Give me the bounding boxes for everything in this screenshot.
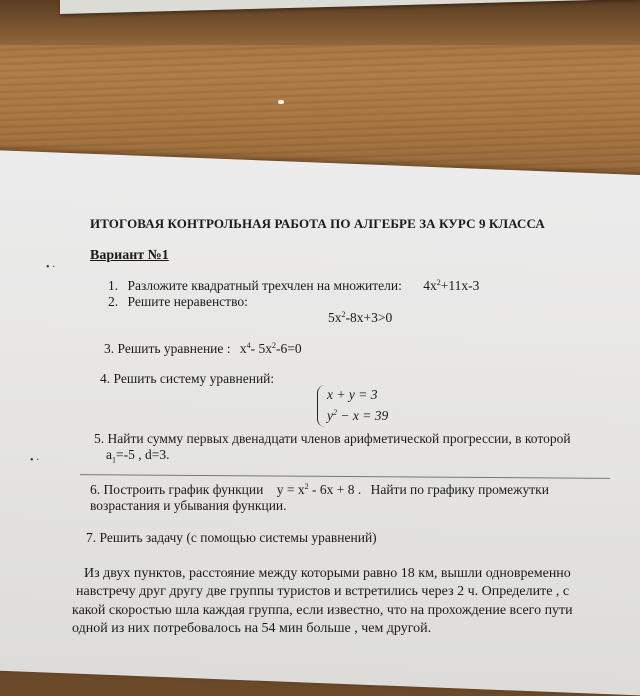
task-2 xyxy=(108,294,248,310)
task-1-number: 1. xyxy=(108,278,119,293)
system-brace xyxy=(317,385,325,427)
page-title: ИТОГОВАЯ КОНТРОЛЬНАЯ РАБОТА ПО АЛГЕБРЕ ЗА КУРС 9 КЛАССА xyxy=(90,216,545,231)
task-2-expression: $5x^2-8x+3>0$ xyxy=(328,310,393,325)
task-5-condition: $a_1=-5$ , d=3. xyxy=(106,447,170,465)
task-1-text: Разложите квадратный трехчлен на множители: xyxy=(127,278,402,293)
task-4-equation-2: $y^2 - x = 39$ xyxy=(327,408,389,423)
task-6: 6. Построить график функции $y = x^2 - 6x + 8$ . Найти по графику промежутки xyxy=(90,482,549,497)
pen-dots-2: • · xyxy=(30,455,40,466)
task-5: 5. Найти сумму первых двенадцати членов арифметической прогрессии, в которой xyxy=(94,431,571,446)
task-1-expression: $4x^2+11x-3$ xyxy=(423,278,480,293)
divider-line xyxy=(80,474,610,479)
task-6-function: $y = x^2 - 6x + 8$ . xyxy=(276,482,362,497)
task-2-number: 2. xyxy=(108,294,119,309)
task-3-text: 3. Решить уравнение : xyxy=(104,341,231,356)
task-7-paragraph-3: какой скоростью шла каждая группа, если известно, что на прохождение всего пути xyxy=(72,603,573,618)
task-3-expression: $x^4-$ $5x^2-6=0$ xyxy=(239,341,302,356)
task-1 xyxy=(108,278,479,294)
task-6-line-2: возрастания и убывания функции. xyxy=(90,498,287,513)
variant-label: Вариант №1 xyxy=(90,248,169,263)
task-7-paragraph-4: одной из них потребовалось на 54 мин больше , чем другой. xyxy=(72,621,432,636)
task-2-text: Решите неравенство: xyxy=(127,294,248,309)
task-4-equation-1: x + y = 3 xyxy=(327,387,378,402)
task-7-paragraph-1: Из двух пунктов, расстояние между которыми равно 18 км, вышли одновременно xyxy=(84,566,571,581)
task-4: 4. Решить систему уравнений: xyxy=(100,371,275,386)
pen-dots: • · xyxy=(46,262,56,273)
task-7-paragraph-2: навстречу друг другу две группы туристов и встретились через 2 ч. Определите , с xyxy=(76,584,570,599)
task-3 xyxy=(104,341,302,357)
task-7: 7. Решить задачу (с помощью системы уравнений) xyxy=(86,530,377,545)
